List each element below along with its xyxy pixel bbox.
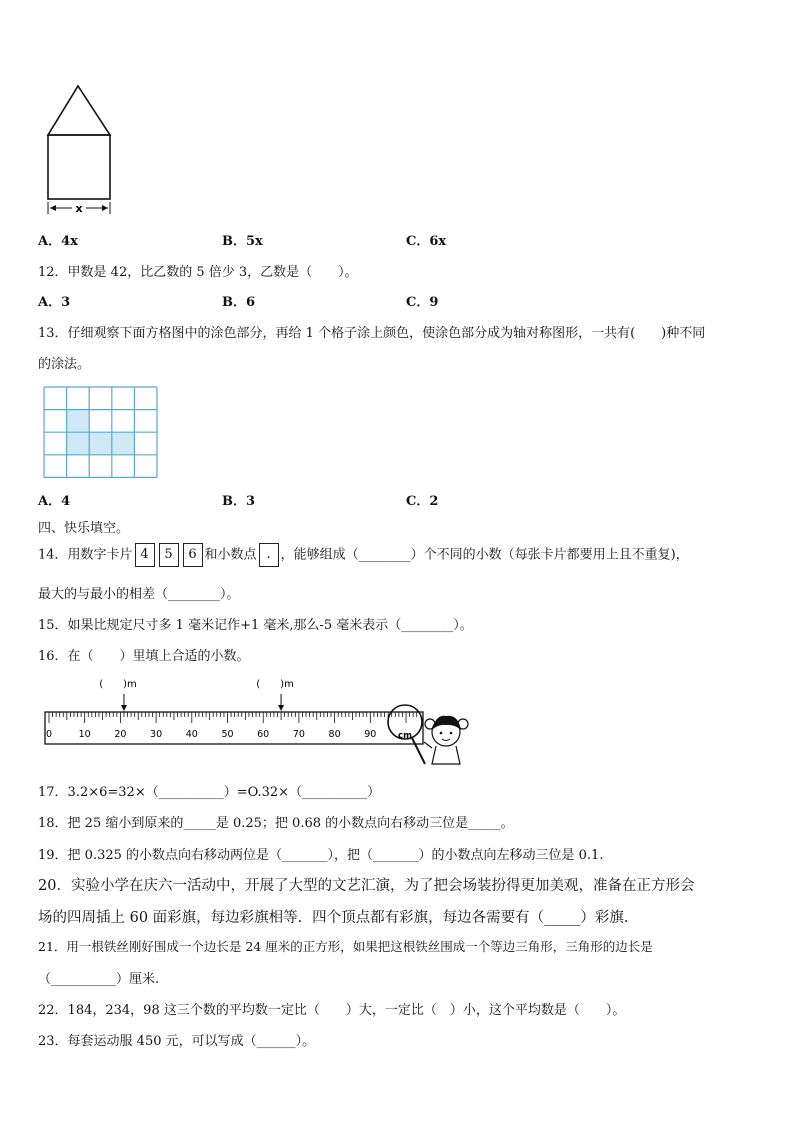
- q21-line2: （__________）厘米.: [38, 972, 160, 987]
- number-card-5: 5: [159, 543, 179, 567]
- q13-text-line2: 的涂法。: [38, 357, 91, 372]
- q22-text: 22．184，234，98 这三个数的平均数一定比（ ）大，一定比（ ）小，这个平均数是（ ）。: [38, 1003, 626, 1018]
- house-figure: [38, 80, 128, 220]
- q14-suffix: ，能够组成（________）个不同的小数（每张卡片都要用上且不重复)，: [280, 547, 689, 563]
- ruler-tick-label: 70: [292, 729, 305, 740]
- ruler-tick-label: 0: [45, 729, 53, 740]
- q13-option-c[interactable]: C．2: [406, 494, 439, 509]
- q15-text: 15．如果比规定尺寸多 1 毫米记作+1 毫米,那么-5 毫米表示（________）。: [38, 618, 473, 633]
- decimal-point-card: .: [259, 543, 279, 567]
- q13-grid: [43, 386, 159, 480]
- ruler-marker-arrowhead: [278, 705, 284, 711]
- q18-text: 18．把 25 缩小到原来的_____是 0.25；把 0.68 的小数点向右移动三位是_____。: [38, 816, 514, 831]
- ruler-tick-label: 80: [328, 729, 341, 740]
- q17-text: 17．3.2×6=32×（__________）=O.32×（__________）: [38, 785, 381, 800]
- q13-option-a[interactable]: A．4: [38, 494, 71, 509]
- q12-option-b[interactable]: B．6: [222, 295, 256, 310]
- q13-option-b[interactable]: B．3: [222, 494, 256, 509]
- dim-arrowhead-left: [50, 205, 56, 211]
- cartoon-girl-icon: [424, 716, 468, 764]
- ruler-unit-label: cm: [398, 731, 412, 741]
- number-card-6: 6: [183, 543, 203, 567]
- q11-option-b[interactable]: B．5x: [222, 234, 263, 249]
- q14-prefix: 14．用数字卡片: [38, 547, 133, 563]
- triangle-roof: [48, 86, 110, 135]
- square-body: [48, 135, 110, 199]
- number-card-4: 4: [135, 543, 155, 567]
- ruler-marker-label: ( )m: [99, 679, 137, 690]
- q16-ruler-figure: [40, 672, 480, 772]
- q11-option-a[interactable]: A．4x: [38, 234, 78, 249]
- q20-line1: 20．实验小学在庆六一活动中，开展了大型的文艺汇演，为了把会场装扮得更加美观，准备在正方形会: [38, 878, 695, 894]
- q21-line1: 21．用一根铁丝刚好围成一个边长是 24 厘米的正方形，如果把这根铁丝围成一个等边三角形，三角形的边长是: [38, 939, 653, 954]
- dim-arrowhead-right: [102, 205, 108, 211]
- q12-text: 12．甲数是 42，比乙数的 5 倍少 3，乙数是（ ）。: [38, 265, 358, 280]
- q13-text-line1: 13．仔细观察下面方格图中的涂色部分，再给 1 个格子涂上颜色，使涂色部分成为轴对称图形，一共有( )种不同: [38, 326, 706, 341]
- q20-line2: 场的四周插上 60 面彩旗，每边彩旗相等．四个顶点都有彩旗，每边各需要有（_____）彩旗.: [38, 910, 629, 926]
- shaded-cell: [89, 432, 112, 455]
- ruler-marker-arrowhead: [121, 705, 127, 711]
- q19-text: 19．把 0.325 的小数点向右移动两位是（_______），把（_______）的小数点向左移动三位是 0.1.: [38, 848, 604, 863]
- ruler-tick-label: 40: [185, 729, 198, 740]
- ruler-tick-label: 20: [114, 729, 127, 740]
- ruler-tick-label: 50: [221, 729, 234, 740]
- dim-label: x: [75, 202, 83, 215]
- q12-option-a[interactable]: A．3: [38, 295, 71, 310]
- shaded-cell: [112, 432, 135, 455]
- shaded-cell: [67, 432, 90, 455]
- shaded-cell: [67, 410, 90, 433]
- ruler-marker-label: ( )m: [256, 679, 294, 690]
- q14-line2: 最大的与最小的相差（________）。: [38, 587, 240, 602]
- ruler-tick-label: 10: [78, 729, 91, 740]
- section-4-title: 四、快乐填空。: [38, 521, 130, 536]
- q12-option-c[interactable]: C．9: [406, 295, 439, 310]
- q16-text: 16．在（ ）里填上合适的小数。: [38, 649, 250, 664]
- ruler-tick-label: 60: [257, 729, 270, 740]
- q14-line1: [38, 543, 689, 567]
- q14-mid: 和小数点: [204, 547, 257, 563]
- ruler-tick-label: 90: [364, 729, 377, 740]
- ruler-tick-label: 30: [150, 729, 163, 740]
- q23-text: 23．每套运动服 450 元，可以写成（______）。: [38, 1034, 316, 1049]
- q11-option-c[interactable]: C．6x: [406, 234, 447, 249]
